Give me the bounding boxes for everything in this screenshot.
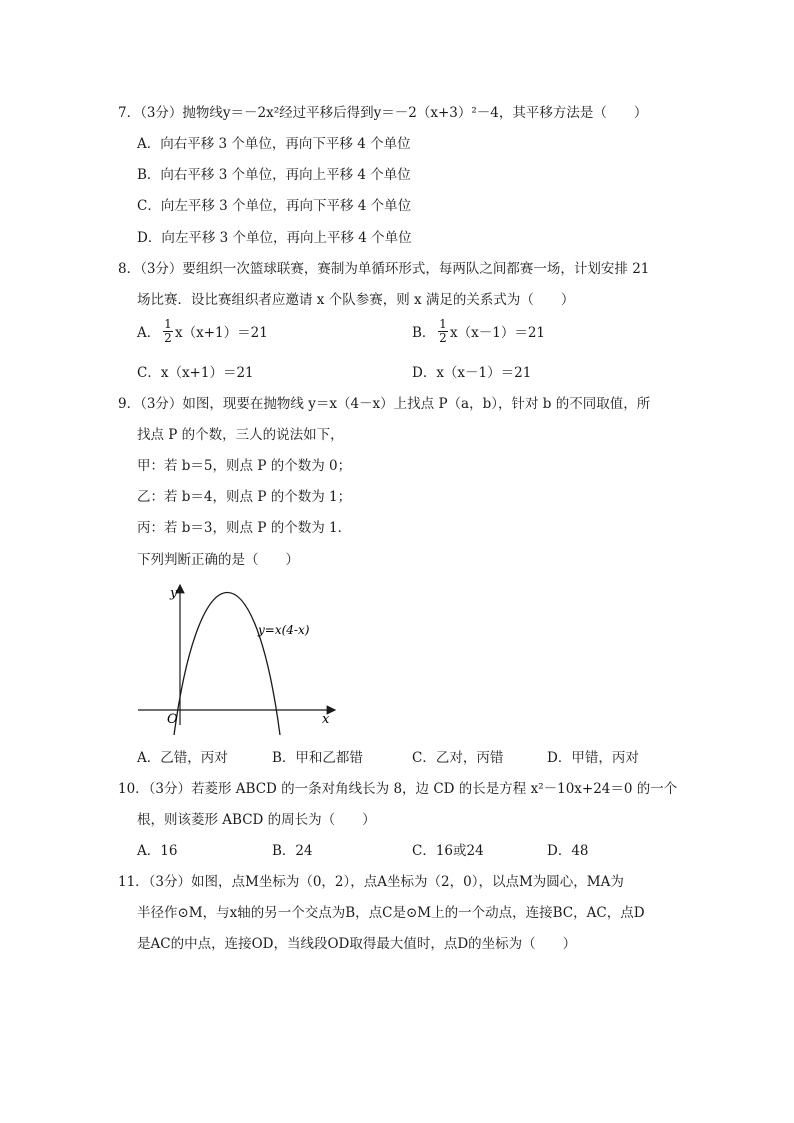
- q8-option-a-label: A．: [137, 325, 161, 341]
- q7-option-d: D．向左平移 3 个单位，再向上平移 4 个单位: [137, 230, 412, 246]
- origin-label: O: [167, 712, 178, 727]
- q9-question: 下列判断正确的是（ ）: [137, 552, 299, 568]
- fraction-numerator: 1: [164, 317, 172, 331]
- fraction-denominator: 2: [164, 331, 172, 345]
- parabola-graph: [130, 575, 350, 735]
- q8-option-b-label: B．: [412, 325, 436, 341]
- q9-option-d: D．甲错，丙对: [547, 750, 639, 766]
- q9-statement-bing: 丙：若 b＝3，则点 P 的个数为 1．: [137, 520, 352, 536]
- q11-stem-line3: 是AC的中点，连接OD，当线段OD取得最大值时，点D的坐标为（ ）: [137, 936, 577, 952]
- q7-stem: 7．（3分）抛物线y＝－2x²经过平移后得到y＝－2（x+3）²－4，其平移方法是（ ）: [118, 105, 648, 121]
- q8-option-b-expression: x（x－1）＝21: [450, 325, 545, 341]
- q8-stem-line2: 场比赛．设比赛组织者应邀请 x 个队参赛，则 x 满足的关系式为（ ）: [137, 292, 575, 308]
- q8-stem-line1: 8．（3分）要组织一次篮球联赛，赛制为单循环形式，每两队之间都赛一场，计划安排 21: [118, 261, 650, 277]
- q9-stem-line2: 找点 P 的个数，三人的说法如下，: [137, 427, 344, 443]
- parabola-curve: [174, 593, 280, 736]
- q10-stem-line2: 根，则该菱形 ABCD 的周长为（ ）: [137, 812, 376, 828]
- q7-option-a: A．向右平移 3 个单位，再向下平移 4 个单位: [137, 136, 411, 152]
- q11-stem-line2: 半径作⊙M，与x轴的另一个交点为B，点C是⊙M上的一个动点，连接BC，AC，点D: [137, 905, 645, 921]
- y-axis-label: y: [170, 586, 178, 601]
- q8-option-b-fraction: [438, 318, 448, 345]
- q9-statement-jia: 甲：若 b＝5，则点 P 的个数为 0；: [137, 458, 352, 474]
- q10-option-d: D．48: [547, 843, 589, 859]
- q9-option-b: B．甲和乙都错: [272, 750, 363, 766]
- curve-label: y=x(4-x): [258, 623, 310, 637]
- q8-option-a-expression: x（x+1）＝21: [175, 325, 268, 341]
- q8-option-a-fraction: [163, 318, 173, 345]
- q7-option-c: C．向左平移 3 个单位，再向下平移 4 个单位: [137, 198, 412, 214]
- q9-statement-yi: 乙：若 b＝4，则点 P 的个数为 1；: [137, 489, 352, 505]
- q9-stem-line1: 9．（3分）如图，现要在抛物线 y＝x（4－x）上找点 P（a，b），针对 b 的不同取值，所: [118, 396, 651, 412]
- q10-option-b: B．24: [272, 843, 313, 859]
- q7-option-b: B．向右平移 3 个单位，再向上平移 4 个单位: [137, 167, 411, 183]
- q10-option-a: A．16: [137, 843, 178, 859]
- q10-stem-line1: 10．（3分）若菱形 ABCD 的一条对角线长为 8，边 CD 的长是方程 x²－10x+24＝0 的一个: [118, 781, 678, 797]
- q8-option-d: D．x（x－1）＝21: [412, 365, 532, 381]
- q8-option-c: C．x（x+1）＝21: [137, 365, 254, 381]
- q9-option-c: C．乙对，丙错: [412, 750, 504, 766]
- fraction-numerator: 1: [439, 317, 447, 331]
- fraction-denominator: 2: [439, 331, 447, 345]
- q11-stem-line1: 11．（3分）如图，点M坐标为（0，2），点A坐标为（2，0），以点M为圆心，MA为: [118, 874, 624, 890]
- x-axis-label: x: [322, 712, 330, 727]
- q10-option-c: C．16或24: [412, 843, 484, 859]
- q9-option-a: A．乙错，丙对: [137, 750, 228, 766]
